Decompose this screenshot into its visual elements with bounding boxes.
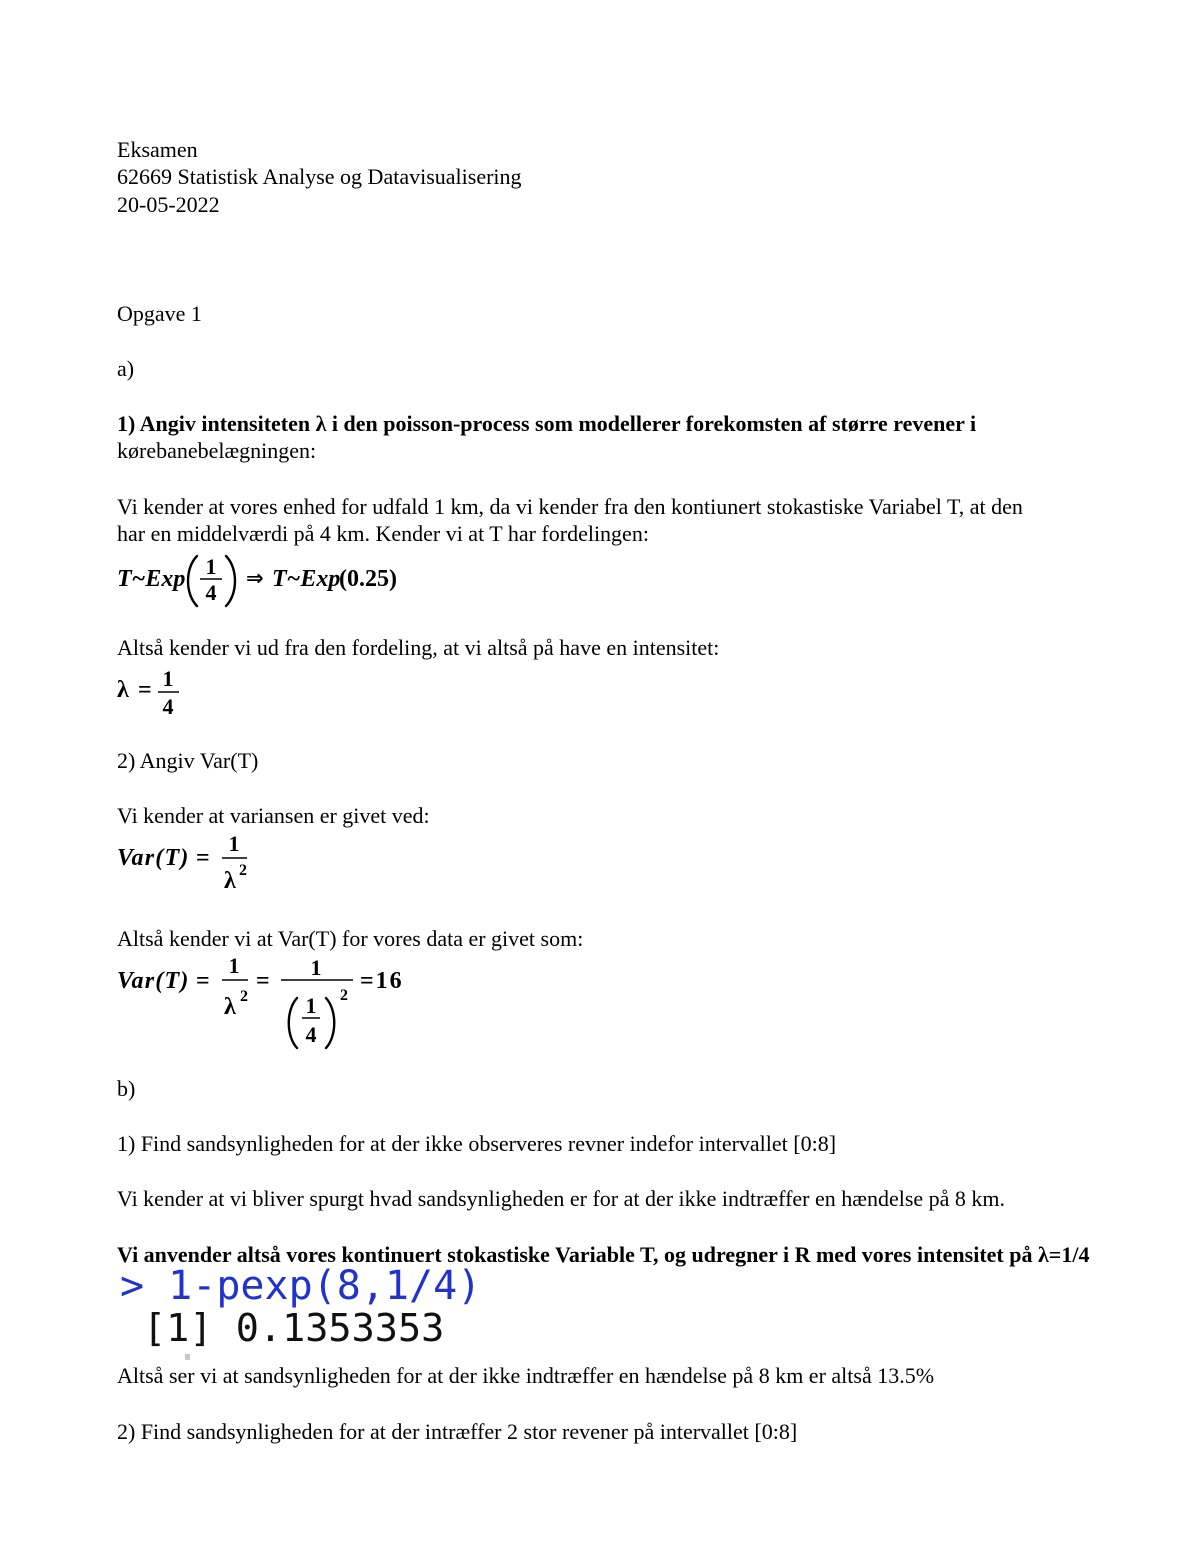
variance-lhs: Var(T) [117, 845, 190, 871]
question-a1-bold: 1) Angiv intensiteten λ i den poisson-process som modellerer forekomsten af større revener i [117, 411, 977, 436]
fraction-numerator: 1 [228, 953, 240, 978]
formula-result: =16 [360, 968, 404, 994]
conclusion-b1: Altså ser vi at sandsynligheden for at der ikke indtræffer en hændelse på 8 km er altså 13.5% [117, 1363, 935, 1388]
lambda-symbol: λ [117, 677, 129, 703]
explanation-a1-line2: har en middelværdi på 4 km. Kender vi at T har fordelingen: [117, 521, 649, 546]
fraction-denominator: 4 [162, 694, 174, 719]
fraction-numerator: 1 [310, 955, 322, 980]
left-paren [188, 556, 197, 606]
explanation-b1: Vi kender at vi bliver spurgt hvad sandsynligheden er for at der ikke indtræffer en hændelse på 8 km. [117, 1186, 1006, 1211]
conclusion-a1: Altså kender vi ud fra den fordeling, at vi altså på have en intensitet: [117, 635, 720, 660]
variance-formula [0, 828, 300, 894]
task-heading: Opgave 1 [117, 301, 202, 326]
lambda-formula [0, 660, 220, 720]
r-console-output: [1] 0.1353353 [143, 1306, 445, 1351]
method-b1-bold: Vi anvender altså vores kontinuert stokastiske Variable T, og udregner i R med vores intensitet på λ=1/4 [117, 1242, 1090, 1267]
course-name: 62669 Statistisk Analyse og Datavisualisering [117, 164, 522, 189]
exam-title: Eksamen [117, 137, 198, 162]
fraction-denominator: 4 [205, 580, 217, 605]
question-b1: 1) Find sandsynligheden for at der ikke observeres revner indefor intervallet [0:8] [117, 1131, 837, 1156]
formula-rhs-variable: T~Exp [272, 566, 341, 592]
r-console-input: > 1-pexp(8,1/4) [120, 1263, 482, 1309]
variance-lhs: Var(T) [117, 968, 190, 994]
fraction-numerator: 1 [162, 666, 174, 691]
part-a-label: a) [117, 356, 135, 381]
fraction-numerator: 1 [228, 831, 240, 856]
exponent: 2 [340, 987, 348, 1004]
fraction-numerator: 1 [205, 554, 217, 579]
lambda-symbol: λ [224, 868, 236, 894]
question-a2: 2) Angiv Var(T) [117, 748, 259, 773]
question-b2: 2) Find sandsynligheden for at der intræffer 2 stor revener på intervallet [0:8] [117, 1419, 798, 1444]
distribution-formula [0, 550, 420, 612]
equals-sign: = [138, 677, 152, 703]
console-cursor-mark [185, 1354, 190, 1360]
intro-a2: Vi kender at variansen er givet ved: [117, 803, 430, 828]
right-paren [226, 556, 235, 606]
conclusion-a2: Altså kender vi at Var(T) for vores data er givet som: [117, 926, 584, 951]
question-a1-continued: kørebanebelægningen: [117, 438, 317, 463]
exponent: 2 [240, 988, 248, 1005]
equals-sign: = [196, 968, 210, 994]
explanation-a1-line1: Vi kender at vores enhed for udfald 1 km, da vi kender fra den kontiunert stokastiske Variabel T, at den [117, 494, 1023, 519]
exam-date: 20-05-2022 [117, 192, 220, 217]
right-paren [326, 998, 334, 1048]
formula-rhs-value: (0.25) [339, 566, 397, 592]
equals-sign: = [196, 845, 210, 871]
inner-fraction-numerator: 1 [305, 993, 317, 1018]
inner-fraction-denominator: 4 [305, 1022, 317, 1047]
left-paren [289, 998, 297, 1048]
formula-lhs: T~Exp [117, 566, 186, 592]
lambda-symbol: λ [224, 994, 236, 1020]
part-b-label: b) [117, 1076, 136, 1101]
implies-symbol: ⇒ [246, 566, 264, 590]
equals-sign: = [256, 968, 270, 994]
variance-calculation-formula [0, 950, 440, 1052]
exponent: 2 [239, 862, 247, 879]
